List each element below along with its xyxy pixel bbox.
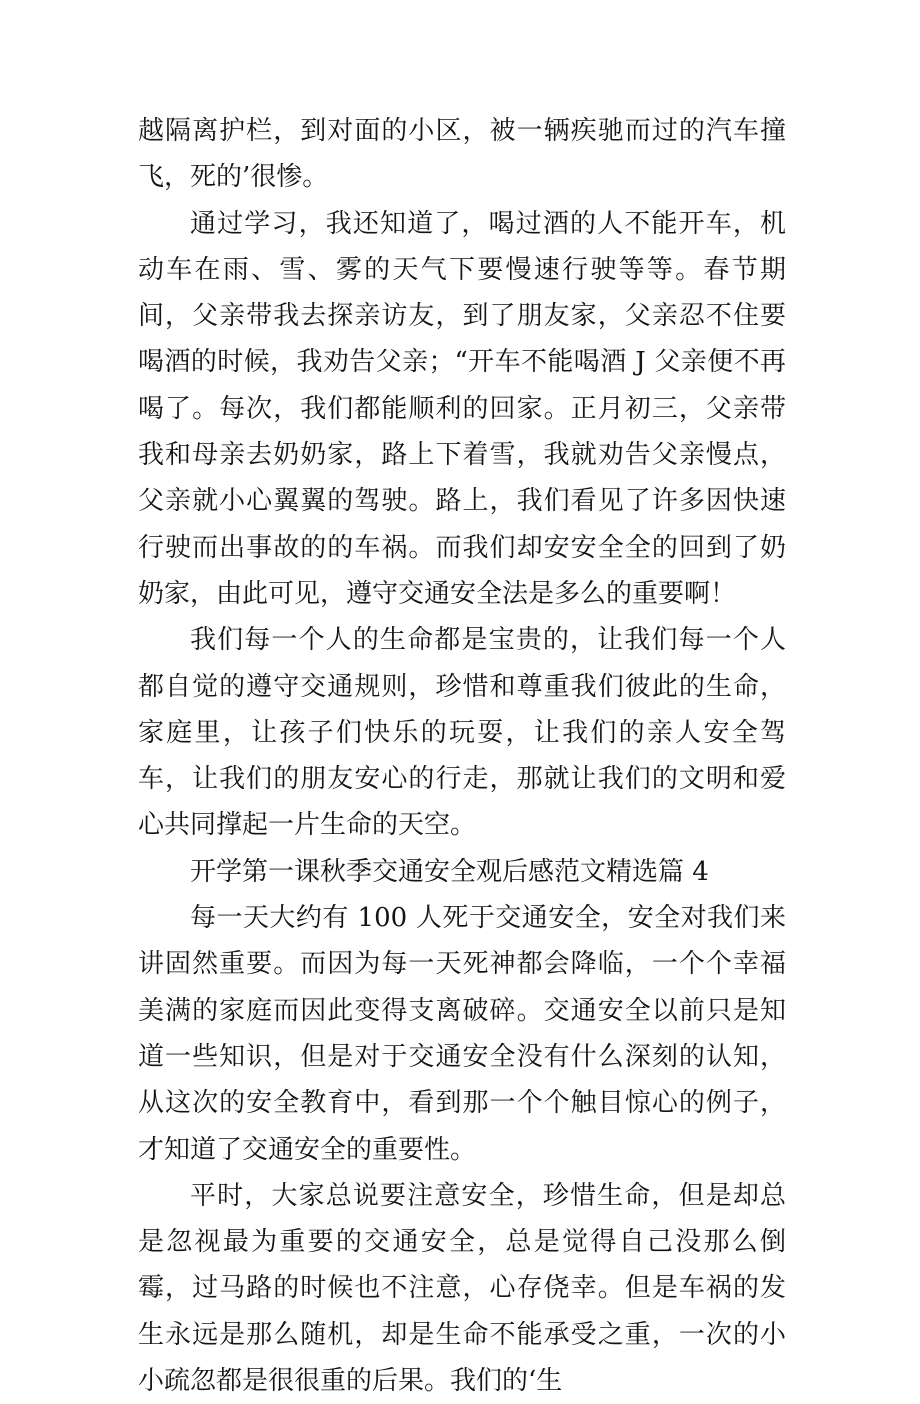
section-heading: 开学第一课秋季交通安全观后感范文精选篇 4: [190, 856, 709, 887]
paragraph-statistics: 每一天大约有 100 人死于交通安全，安全对我们来讲固然重要。而因为每一天死神都会降临，一个个幸福美满的家庭而因此变得支离破碎。交通安全以前只是知道一些知识，但是对于交通安全没有什么深刻的认知，从这次的安全教育中，看到那一个个触目惊心的例子，才知道了交通安全的重要性。: [138, 903, 786, 1165]
paragraph-attention: 平时，大家总说要注意安全，珍惜生命，但是却总是忽视最为重要的交通安全，总是觉得自己没那么倒霉，过马路的时候也不注意，心存侥幸。但是车祸的发生永远是那么随机，却是生命不能承受之重，一次的小小疏忽都是很很重的后果。我们的‘生: [138, 1180, 786, 1397]
document-page: [138, 108, 786, 1404]
paragraph-continued: 越隔离护栏，到对面的小区，被一辆疾驰而过的汽车撞飞，死的’很惨。: [138, 116, 786, 193]
paragraph-cherish-life: 我们每一个人的生命都是宝贵的，让我们每一个人都自觉的遵守交通规则，珍惜和尊重我们彼此的生命，家庭里，让孩子们快乐的玩耍，让我们的亲人安全驾车，让我们的朋友安心的行走，那就让我们的文明和爱心共同撑起一片生命的天空。: [138, 625, 786, 841]
paragraph-learning: 通过学习，我还知道了，喝过酒的人不能开车，机动车在雨、雪、雾的天气下要慢速行驶等等。春节期间，父亲带我去探亲访友，到了朋友家，父亲忍不住要喝酒的时候，我劝告父亲；“开车不能喝酒 J 父亲便不再喝了。每次，我们都能顺利的回家。正月初三，父亲带我和母亲去奶奶家，路上下着雪，我就劝告父亲慢点，父亲就小心翼翼的驾驶。路上，我们看见了许多因快速行驶而出事故的的车祸。而我们却安安全全的回到了奶奶家，由此可见，遵守交通安全法是多么的重要啊！: [138, 208, 786, 609]
